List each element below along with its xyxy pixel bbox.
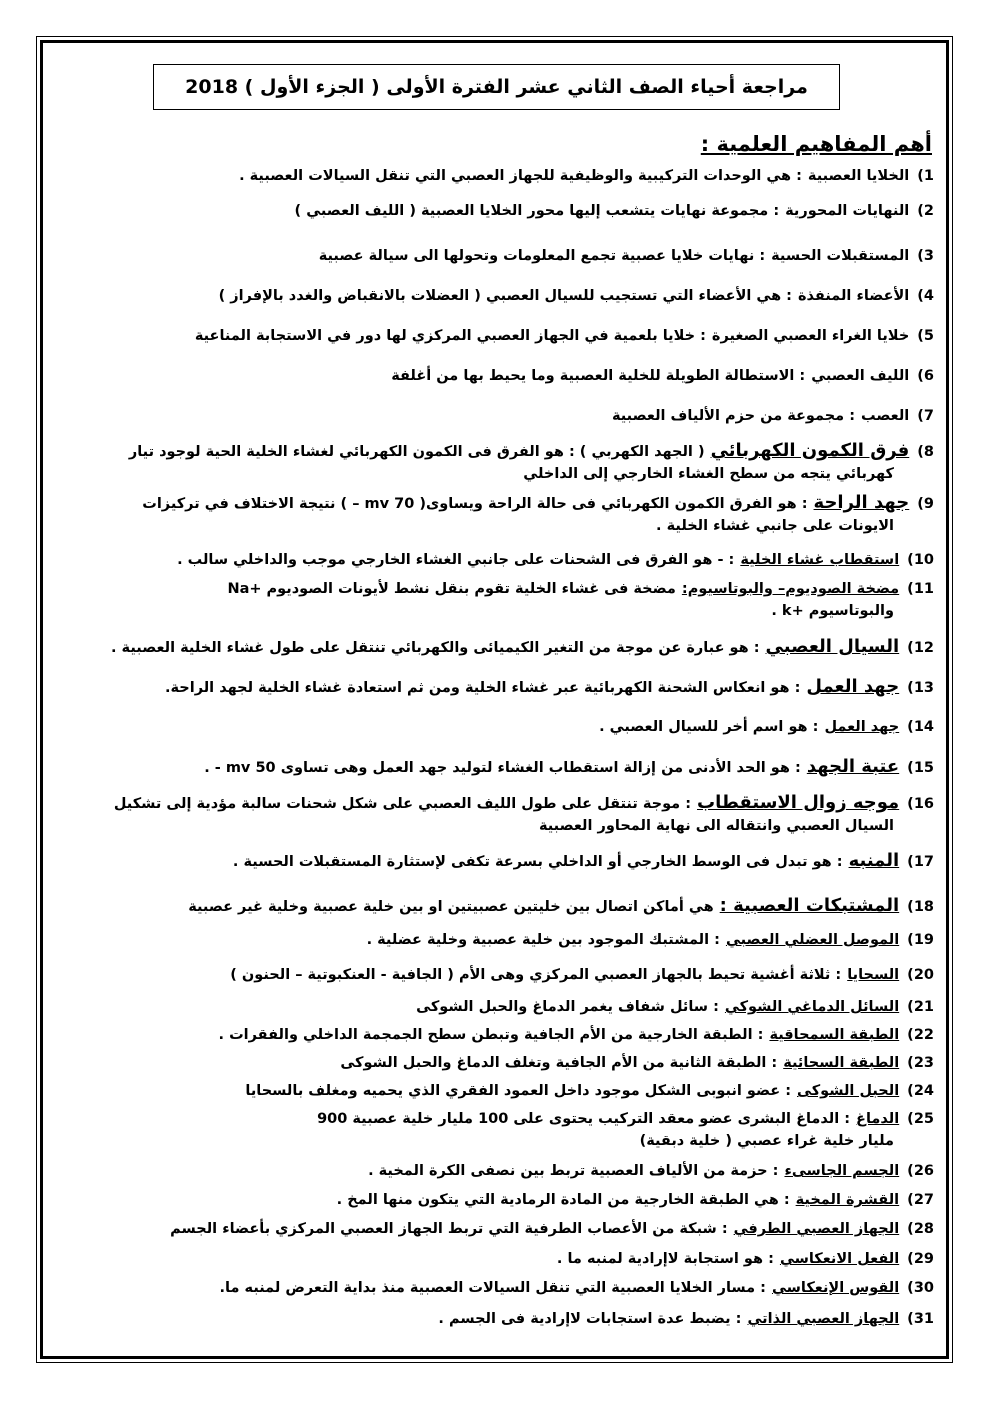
item-term: استقطاب غشاء الخلية (740, 552, 900, 568)
concept-item (74, 549, 934, 571)
item-definition: : الطبقة الخارجية من الأم الجافية وتبطن سطح الجمجمة الداخلي والفقرات . (218, 1027, 764, 1043)
concept-item (74, 756, 934, 779)
item-definition: : مجموعة نهايات يتشعب إليها محور الخلايا العصبية ( الليف العصبي ) (294, 203, 780, 219)
item-number: 8) (917, 444, 934, 460)
concept-item (74, 1248, 934, 1270)
item-term: النهايات المحورية (785, 203, 910, 219)
item-term: القشرة المخية (795, 1192, 900, 1208)
item-term: الفعل الانعكاسي (779, 1251, 900, 1267)
item-number: 6) (917, 368, 934, 384)
concept-item (74, 578, 934, 622)
item-term: الأعضاء المنفذة (797, 288, 910, 304)
concept-item (74, 929, 934, 951)
item-term: جهد الراحة (813, 492, 910, 513)
item-number: 4) (917, 288, 934, 304)
item-number: 27) (907, 1192, 934, 1208)
page-title: مراجعة أحياء الصف الثاني عشر الفترة الأولى ( الجزء الأول ) 2018 (153, 64, 840, 110)
item-definition: : هو انعكاس الشحنة الكهربائية عبر غشاء الخلية ومن ثم استعادة غشاء الخلية لجهد الراحة. (164, 680, 801, 696)
item-number: 24) (907, 1083, 934, 1099)
concept-item (74, 1080, 934, 1102)
item-number: 9) (917, 496, 934, 512)
concept-item (74, 996, 934, 1018)
item-definition: : مسار الخلايا العصبية التي تنقل السيالات العصبية منذ بداية التعرض لمنبه ما. (219, 1280, 766, 1296)
item-number: 15) (907, 760, 934, 776)
item-term: جهد العمل (824, 719, 900, 735)
concept-item (74, 1052, 934, 1074)
item-term: خلايا الغراء العصبي الصغيرة (711, 328, 910, 344)
item-definition: : سائل شفاف يغمر الدماغ والحبل الشوكى (416, 999, 719, 1015)
item-number: 23) (907, 1055, 934, 1071)
item-definition-continued: الايونات على جانبي غشاء الخلية . (656, 518, 894, 534)
item-definition: : حزمة من الألياف العصبية تربط بين نصفى الكرة المخية . (368, 1163, 779, 1179)
concept-item (74, 285, 934, 307)
item-term: الجهاز العصبي الطرفي (733, 1221, 900, 1237)
item-number: 28) (907, 1221, 934, 1237)
item-term: المشتبكات العصبية : (719, 895, 900, 916)
item-number: 20) (907, 967, 934, 983)
item-definition: : شبكة من الأعصاب الطرفية التي تربط الجهاز العصبي المركزي بأعضاء الجسم (170, 1221, 728, 1237)
item-definition: ( الجهد الكهربي ) : هو الفرق فى الكمون الكهربائي لغشاء الخلية الحية لوجود تيار (128, 444, 705, 460)
item-definition: : هي الأعضاء التي تستجيب للسيال العصبي ( العضلات بالانقباض والغدد بالإفراز ) (218, 288, 792, 304)
concept-item (74, 1277, 934, 1299)
concept-item (74, 492, 934, 537)
item-term: الحبل الشوكى (797, 1083, 900, 1099)
item-definition-continued: والبوتاسيوم +k . (771, 603, 894, 619)
concept-item (74, 895, 934, 918)
concept-item (74, 165, 934, 187)
item-number: 26) (907, 1163, 934, 1179)
concept-item (74, 716, 934, 738)
section-heading: أهم المفاهيم العلمية : (700, 132, 932, 156)
item-number: 31) (907, 1311, 934, 1327)
item-definition: : هو عبارة عن موجة من التغير الكيميائى والكهربائي تنتقل على طول غشاء الخلية العصبية . (111, 640, 760, 656)
item-term: القوس الإنعكاسي (771, 1280, 900, 1296)
item-definition: : - هو الفرق فى الشحنات على جانبي الغشاء الخارجي موجب والداخلي سالب . (177, 552, 735, 568)
item-definition: : مجموعة من حزم الألياف العصبية (611, 408, 856, 424)
item-definition: : هي الوحدات التركيبية والوظيفية للجهاز العصبي التي تنقل السيالات العصبية . (239, 168, 802, 184)
item-definition: : هو استجابة لاإرادية لمنبه ما . (556, 1251, 774, 1267)
item-definition-continued: السيال العصبي وانتقاله الى نهاية المحاور العصبية (538, 818, 894, 834)
item-definition: : هو اسم أخر للسيال العصبي . (599, 719, 819, 735)
concept-item (74, 1308, 934, 1330)
concept-item (74, 1189, 934, 1211)
concept-item (74, 245, 934, 267)
item-number: 3) (917, 248, 934, 264)
concept-item (74, 636, 934, 659)
item-number: 25) (907, 1111, 934, 1127)
item-number: 13) (907, 680, 934, 696)
item-number: 16) (907, 796, 934, 812)
item-number: 22) (907, 1027, 934, 1043)
item-term: الليف العصبي (811, 368, 910, 384)
item-definition-continued: مليار خلية غراء عصبي ( خلية دبقية) (639, 1133, 894, 1149)
concept-item (74, 405, 934, 427)
item-number: 14) (907, 719, 934, 735)
item-definition: : هو الفرق الكمون الكهربائي فى حالة الراحة ويساوى( 70 mv – ) نتيجة الاختلاف في تركيزات (142, 496, 808, 512)
item-term: الجهاز العصبي الذاتي (747, 1311, 900, 1327)
item-term: المنبه (848, 850, 900, 871)
item-term: السائل الدماغي الشوكي (724, 999, 900, 1015)
concept-item (74, 200, 934, 222)
item-term: السيال العصبي (765, 636, 900, 657)
item-term: الطبقة السمحاقية (769, 1027, 900, 1043)
item-definition: : المشتبك الموجود بين خلية عصبية وخلية عضلية . (366, 932, 720, 948)
concept-item (74, 1108, 934, 1152)
item-definition-continued: كهربائي يتجه من سطح الغشاء الخارجي إلى الداخلي (523, 466, 894, 482)
item-term: الجسم الجاسىء (784, 1163, 900, 1179)
item-definition: هي أماكن اتصال بين خليتين عصبيتين او بين خلية عصبية وخلية غير عصبية (188, 899, 714, 915)
item-definition: : هي الطبقة الخارجية من المادة الرمادية التي يتكون منها المخ . (336, 1192, 790, 1208)
concept-item (74, 964, 934, 986)
item-number: 1) (917, 168, 934, 184)
item-number: 18) (907, 899, 934, 915)
item-definition: : الدماغ البشرى عضو معقد التركيب يحتوى على 100 مليار خلية عصبية 900 (317, 1111, 851, 1127)
item-definition: : هو الحد الأدنى من إزالة استقطاب الغشاء لتوليد جهد العمل وهى تساوى 50 mv - . (204, 760, 801, 776)
item-definition: : الاستطالة الطويلة للخلية العصبية وما يحيط بها من أغلفة (391, 368, 806, 384)
concept-item (74, 365, 934, 387)
item-definition: : الطبقة الثانية من الأم الجافية وتغلف الدماغ والحبل الشوكى (340, 1055, 778, 1071)
item-term: موجه زوال الاستقطاب (697, 792, 900, 813)
item-term: السحايا (847, 967, 900, 983)
item-term: الخلايا العصبية (807, 168, 910, 184)
item-number: 29) (907, 1251, 934, 1267)
item-number: 30) (907, 1280, 934, 1296)
concept-item (74, 1160, 934, 1182)
item-definition: : خلايا بلعمية في الجهاز العصبي المركزي لها دور في الاستجابة المناعية (194, 328, 706, 344)
item-definition: : موجة تنتقل على طول الليف العصبي على شكل شحنات سالبة مؤدية إلى تشكيل (113, 796, 692, 812)
concept-item (74, 1218, 934, 1240)
item-number: 10) (907, 552, 934, 568)
item-number: 7) (917, 408, 934, 424)
item-term: عتبة الجهد (806, 756, 900, 777)
item-term: جهد العمل (806, 676, 900, 697)
item-term: الدماغ (856, 1111, 900, 1127)
item-term: الموصل العضلي العصبي (725, 932, 900, 948)
item-number: 19) (907, 932, 934, 948)
item-term: المستقبلات الحسية (771, 248, 910, 264)
item-number: 5) (917, 328, 934, 344)
concept-item (74, 440, 934, 485)
item-term: فرق الكمون الكهربائي (710, 440, 910, 461)
item-definition: : نهايات خلايا عصبية تجمع المعلومات وتحولها الى سيالة عصبية (318, 248, 766, 264)
concept-item (74, 850, 934, 873)
item-term: العصب (861, 408, 910, 424)
item-number: 2) (917, 203, 934, 219)
item-term: مضخة الصوديوم– والبوتاسيوم: (681, 581, 900, 597)
item-number: 21) (907, 999, 934, 1015)
concept-item (74, 325, 934, 347)
concept-item (74, 676, 934, 699)
item-definition: : يضبط عدة استجابات لاإرادية فى الجسم . (438, 1311, 742, 1327)
item-number: 12) (907, 640, 934, 656)
item-definition: : عضو انبوبى الشكل موجود داخل العمود الفقري الذي يحميه ومغلف بالسحايا (245, 1083, 792, 1099)
item-definition: : هو تبدل فى الوسط الخارجي أو الداخلي بسرعة تكفى لإستثارة المستقبلات الحسية . (232, 854, 843, 870)
item-number: 17) (907, 854, 934, 870)
item-definition: : ثلاثة أغشية تحيط بالجهاز العصبي المركزي وهى الأم ( الجافية - العنكبوتية – الحنون ) (230, 967, 842, 983)
item-definition: مضخة فى غشاء الخلية تقوم بنقل نشط لأيونات الصوديوم +Na (227, 581, 676, 597)
item-number: 11) (907, 581, 934, 597)
concept-item (74, 792, 934, 837)
item-term: الطبقة السحائية (783, 1055, 900, 1071)
concept-item (74, 1024, 934, 1046)
